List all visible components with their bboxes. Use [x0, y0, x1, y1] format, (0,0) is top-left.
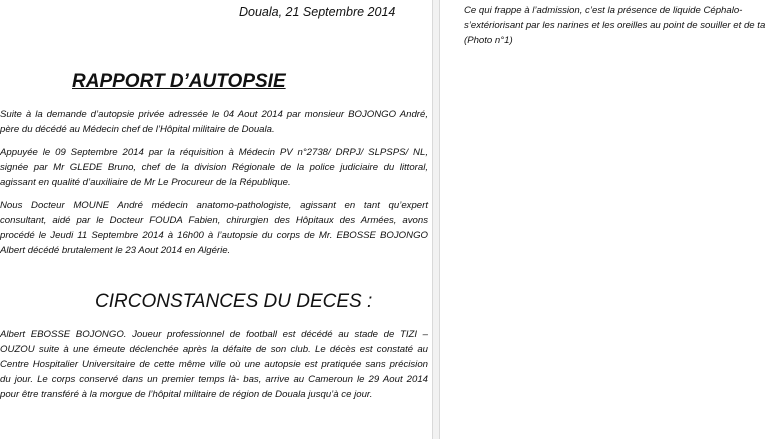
paragraph-line: Suite à la demande d’autopsie privée adressée le 04 Aout 2014 par monsieur BOJONGO André, — [0, 109, 428, 120]
paragraph-line: Nous Docteur MOUNE André médecin anatomo-pathologiste, agissant en tant qu’expert — [0, 200, 428, 211]
paragraph-line: (Photo n°1) — [464, 35, 513, 46]
paragraph-admission — [464, 3, 780, 48]
paragraph-line: du jour. Le corps conservé dans un premier temps là- bas, arrive au Cameroun le 29 Aout 2014 — [0, 374, 428, 385]
paragraph-line: Ce qui frappe à l’admission, c’est la présence de liquide Céphalo- — [464, 5, 743, 16]
paragraph-circumstances — [0, 327, 428, 402]
paragraph-expert — [0, 198, 428, 258]
paragraph-line: père du décédé au Médecin chef de l’Hôpital militaire de Douala. — [0, 124, 275, 135]
paragraph-line: consultant, aidé par le Docteur FOUDA Fabien, chirurgien des Hôpitaux des Armées, avons — [0, 215, 428, 226]
document-title: RAPPORT D’AUTOPSIE — [72, 71, 286, 92]
paragraph-request — [0, 107, 428, 137]
document-date: Douala, 21 Septembre 2014 — [239, 5, 396, 19]
document-page-right — [440, 0, 780, 439]
section-heading-circumstances: CIRCONSTANCES DU DECES : — [95, 291, 373, 312]
paragraph-line: procédé le Jeudi 11 Septembre 2014 à 16h00 à l’autopsie du corps de Mr. EBOSSE BOJONGO — [0, 230, 428, 241]
paragraph-line: signée par Mr GLEDE Bruno, chef de la division Régionale de la police judiciaire du littoral, — [0, 162, 428, 173]
paragraph-line: agissant en qualité d’auxiliaire de Mr Le Procureur de la République. — [0, 177, 291, 188]
paragraph-line: s’extériorisant par les narines et les oreilles au point de souiller et de ta — [464, 20, 766, 31]
paragraph-line: OUZOU suite à une émeute déclenchée après la défaite de son club. Le décès est constaté au — [0, 344, 428, 355]
paragraph-line: Albert décédé brutalement le 23 Aout 2014 en Algérie. — [0, 245, 231, 256]
paragraph-line: Centre Hospitalier Universitaire de cette même ville où une autopsie est pratiquée sans précision — [0, 359, 428, 370]
page-gap-divider — [432, 0, 440, 439]
paragraph-line: pour être transféré à la morgue de l’hôpital militaire de région de Douala jusqu’à ce jour. — [0, 389, 373, 400]
paragraph-line: Albert EBOSSE BOJONGO. Joueur professionnel de football est décédé au stade de TIZI – — [0, 329, 428, 340]
paragraph-requisition — [0, 145, 428, 190]
paragraph-line: Appuyée le 09 Septembre 2014 par la réquisition à Médecin PV n°2738/ DRPJ/ SLPSPS/ NL, — [0, 147, 428, 158]
